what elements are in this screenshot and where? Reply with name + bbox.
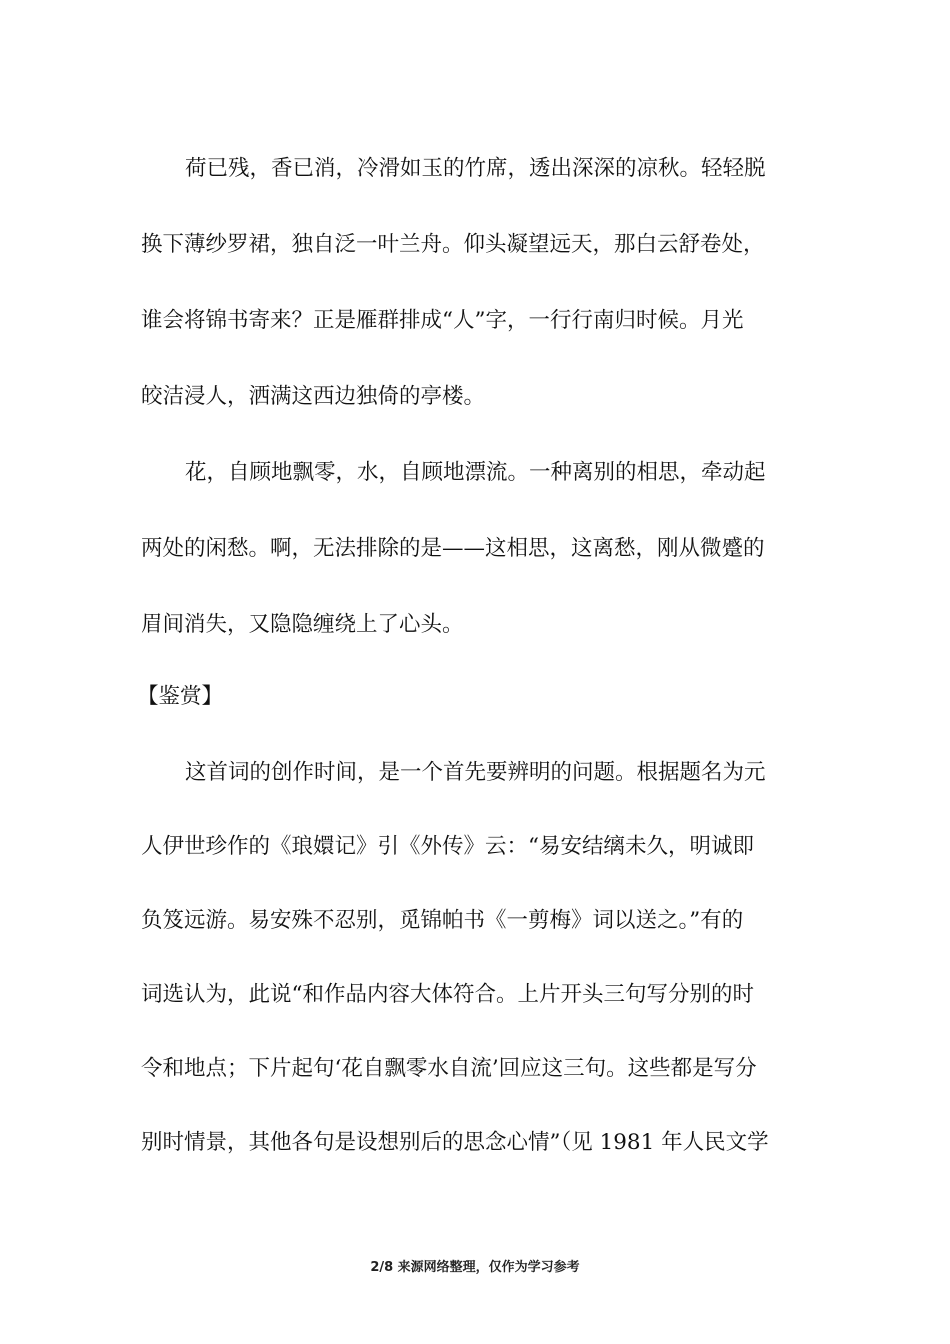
paragraph-1-line-2: 换下薄纱罗裙，独自泛一叶兰舟。仰头凝望远天，那白云舒卷处， [141,232,765,257]
paragraph-3-line-3: 负笈远游。易安殊不忍别，觅锦帕书《一剪梅》词以送之。”有的 [141,908,744,933]
paragraph-1-line-1: 荷已残，香已消，冷滑如玉的竹席，透出深深的凉秋。轻轻脱 [185,156,766,181]
paragraph-1-line-4: 皎洁浸人，洒满这西边独倚的亭楼。 [141,384,486,409]
paragraph-3-line-4: 词选认为，此说“和作品内容大体符合。上片开头三句写分别的时 [141,982,754,1007]
paragraph-1-line-3: 谁会将锦书寄来？正是雁群排成“人”字，一行行南归时候。月光 [141,308,744,333]
page-footer: 2/8 来源网络整理，仅作为学习参考 [370,1260,580,1275]
paragraph-2-line-1: 花，自顾地飘零，水，自顾地漂流。一种离别的相思，牵动起 [185,460,766,485]
paragraph-3-line-2: 人伊世珍作的《琅嬛记》引《外传》云：“易安结缡未久，明诚即 [141,834,754,859]
section-heading-appreciation: 【鉴赏】 [137,684,224,709]
paragraph-3-line-1: 这首词的创作时间，是一个首先要辨明的问题。根据题名为元 [185,760,766,785]
paragraph-3-line-6: 别时情景，其他各句是设想别后的思念心情”（见 1981 年人民文学 [141,1130,769,1155]
paragraph-3-line-5: 令和地点；下片起句‘花自飘零水自流’回应这三句。这些都是写分 [141,1056,757,1081]
paragraph-2-line-2: 两处的闲愁。啊，无法排除的是——这相思，这离愁，刚从微蹙的 [141,536,765,561]
paragraph-2-line-3: 眉间消失，又隐隐缠绕上了心头。 [141,612,464,637]
